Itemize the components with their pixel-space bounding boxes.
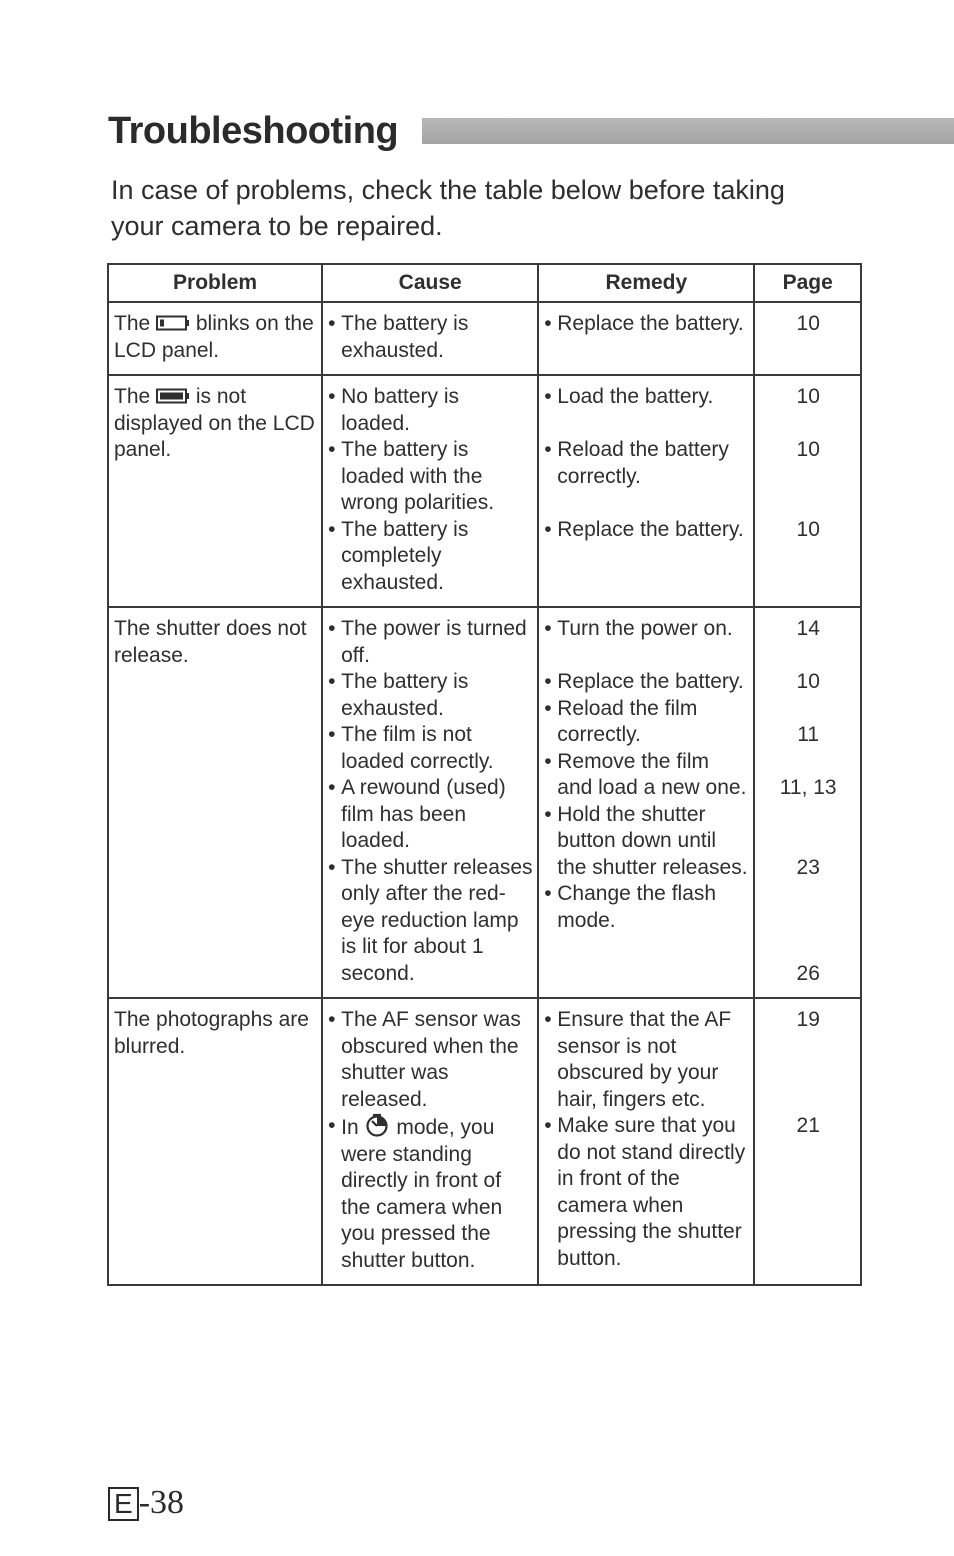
language-letter-box: E <box>108 1487 139 1521</box>
page-ref: 21 <box>796 1114 820 1137</box>
page-number-text: -38 <box>138 1484 185 1521</box>
cause-item: • The power is turned off. <box>328 616 533 669</box>
cause-cell <box>322 998 538 1285</box>
table-header-row <box>108 264 861 302</box>
cause-item: • No battery is loaded. <box>328 384 533 437</box>
self-timer-icon <box>364 1113 390 1137</box>
page-cell <box>754 302 861 375</box>
cause-cell <box>322 375 538 607</box>
page-ref: 23 <box>796 855 820 879</box>
remedy-item: • Replace the battery. <box>544 669 749 696</box>
cause-cell <box>322 607 538 998</box>
title-decorative-bar <box>422 118 954 144</box>
cause-item: • The film is not loaded correctly. <box>328 722 533 775</box>
page-cell <box>754 998 861 1285</box>
remedy-cell <box>538 607 754 998</box>
page-ref: 10 <box>796 312 820 335</box>
header-cause: Cause <box>322 264 538 302</box>
page-title: Troubleshooting <box>108 110 399 152</box>
page-cell <box>754 607 861 998</box>
header-page: Page <box>754 264 861 302</box>
header-remedy: Remedy <box>538 264 754 302</box>
cause-item: • The battery is loaded with the wrong polarities. <box>328 437 533 517</box>
cause-item: • The shutter releases only after the red-eye reduction lamp is lit for about 1 second. <box>328 855 533 988</box>
page-ref: 19 <box>796 1008 820 1031</box>
intro-text: In case of problems, check the table below before taking your camera to be repaired. <box>111 175 785 241</box>
page-ref: 10 <box>796 670 820 693</box>
remedy-item: • Hold the shutter button down until the shutter releases. <box>544 802 749 882</box>
page-ref: 11 <box>797 723 820 746</box>
page-ref: 11, 13 <box>779 776 837 799</box>
battery-full-icon <box>156 388 190 404</box>
cause-cell <box>322 302 538 375</box>
table-row <box>108 607 861 998</box>
table-row <box>108 302 861 375</box>
page-ref: 10 <box>796 438 820 461</box>
remedy-item: • Ensure that the AF sensor is not obscured by your hair, fingers etc. <box>544 1007 749 1113</box>
remedy-item: • Make sure that you do not stand directly in front of the camera when pressing the shutter button. <box>544 1113 749 1272</box>
remedy-item: • Turn the power on. <box>544 616 749 643</box>
cause-item: • In mode, you were standing directly in front of the camera when you pressed the shutter button. <box>328 1113 533 1274</box>
remedy-cell <box>538 302 754 375</box>
remedy-item: • Replace the battery. <box>544 517 749 544</box>
problem-cell: The is not displayed on the LCD panel. <box>108 375 322 607</box>
remedy-item: • Reload the battery correctly. <box>544 437 749 490</box>
remedy-item: • Load the battery. <box>544 384 749 411</box>
problem-cell: The shutter does not release. <box>108 607 322 998</box>
cause-item: • The battery is exhausted. <box>328 669 533 722</box>
battery-empty-icon <box>156 315 190 331</box>
problem-cell: The photographs are blurred. <box>108 998 322 1285</box>
remedy-item: • Change the flash mode. <box>544 881 749 934</box>
cause-item: • The AF sensor was obscured when the shutter was released. <box>328 1007 533 1113</box>
problem-cell: The blinks on the LCD panel. <box>108 302 322 375</box>
page-ref: 14 <box>796 617 820 640</box>
cause-item: • The battery is exhausted. <box>328 311 533 364</box>
table-row <box>108 375 861 607</box>
page-ref: 10 <box>796 385 820 408</box>
remedy-item: • Replace the battery. <box>544 311 749 338</box>
table-row <box>108 998 861 1285</box>
remedy-item: • Reload the film correctly. <box>544 696 749 749</box>
page-ref: 26 <box>796 961 820 985</box>
page-cell <box>754 375 861 607</box>
page-ref: 10 <box>796 517 820 541</box>
cause-item: • The battery is completely exhausted. <box>328 517 533 597</box>
cause-item: • A rewound (used) film has been loaded. <box>328 775 533 855</box>
remedy-cell <box>538 375 754 607</box>
remedy-cell <box>538 998 754 1285</box>
header-problem: Problem <box>108 264 322 302</box>
remedy-item: • Remove the film and load a new one. <box>544 749 749 802</box>
troubleshooting-table <box>107 263 862 1286</box>
page-number <box>108 1484 184 1522</box>
